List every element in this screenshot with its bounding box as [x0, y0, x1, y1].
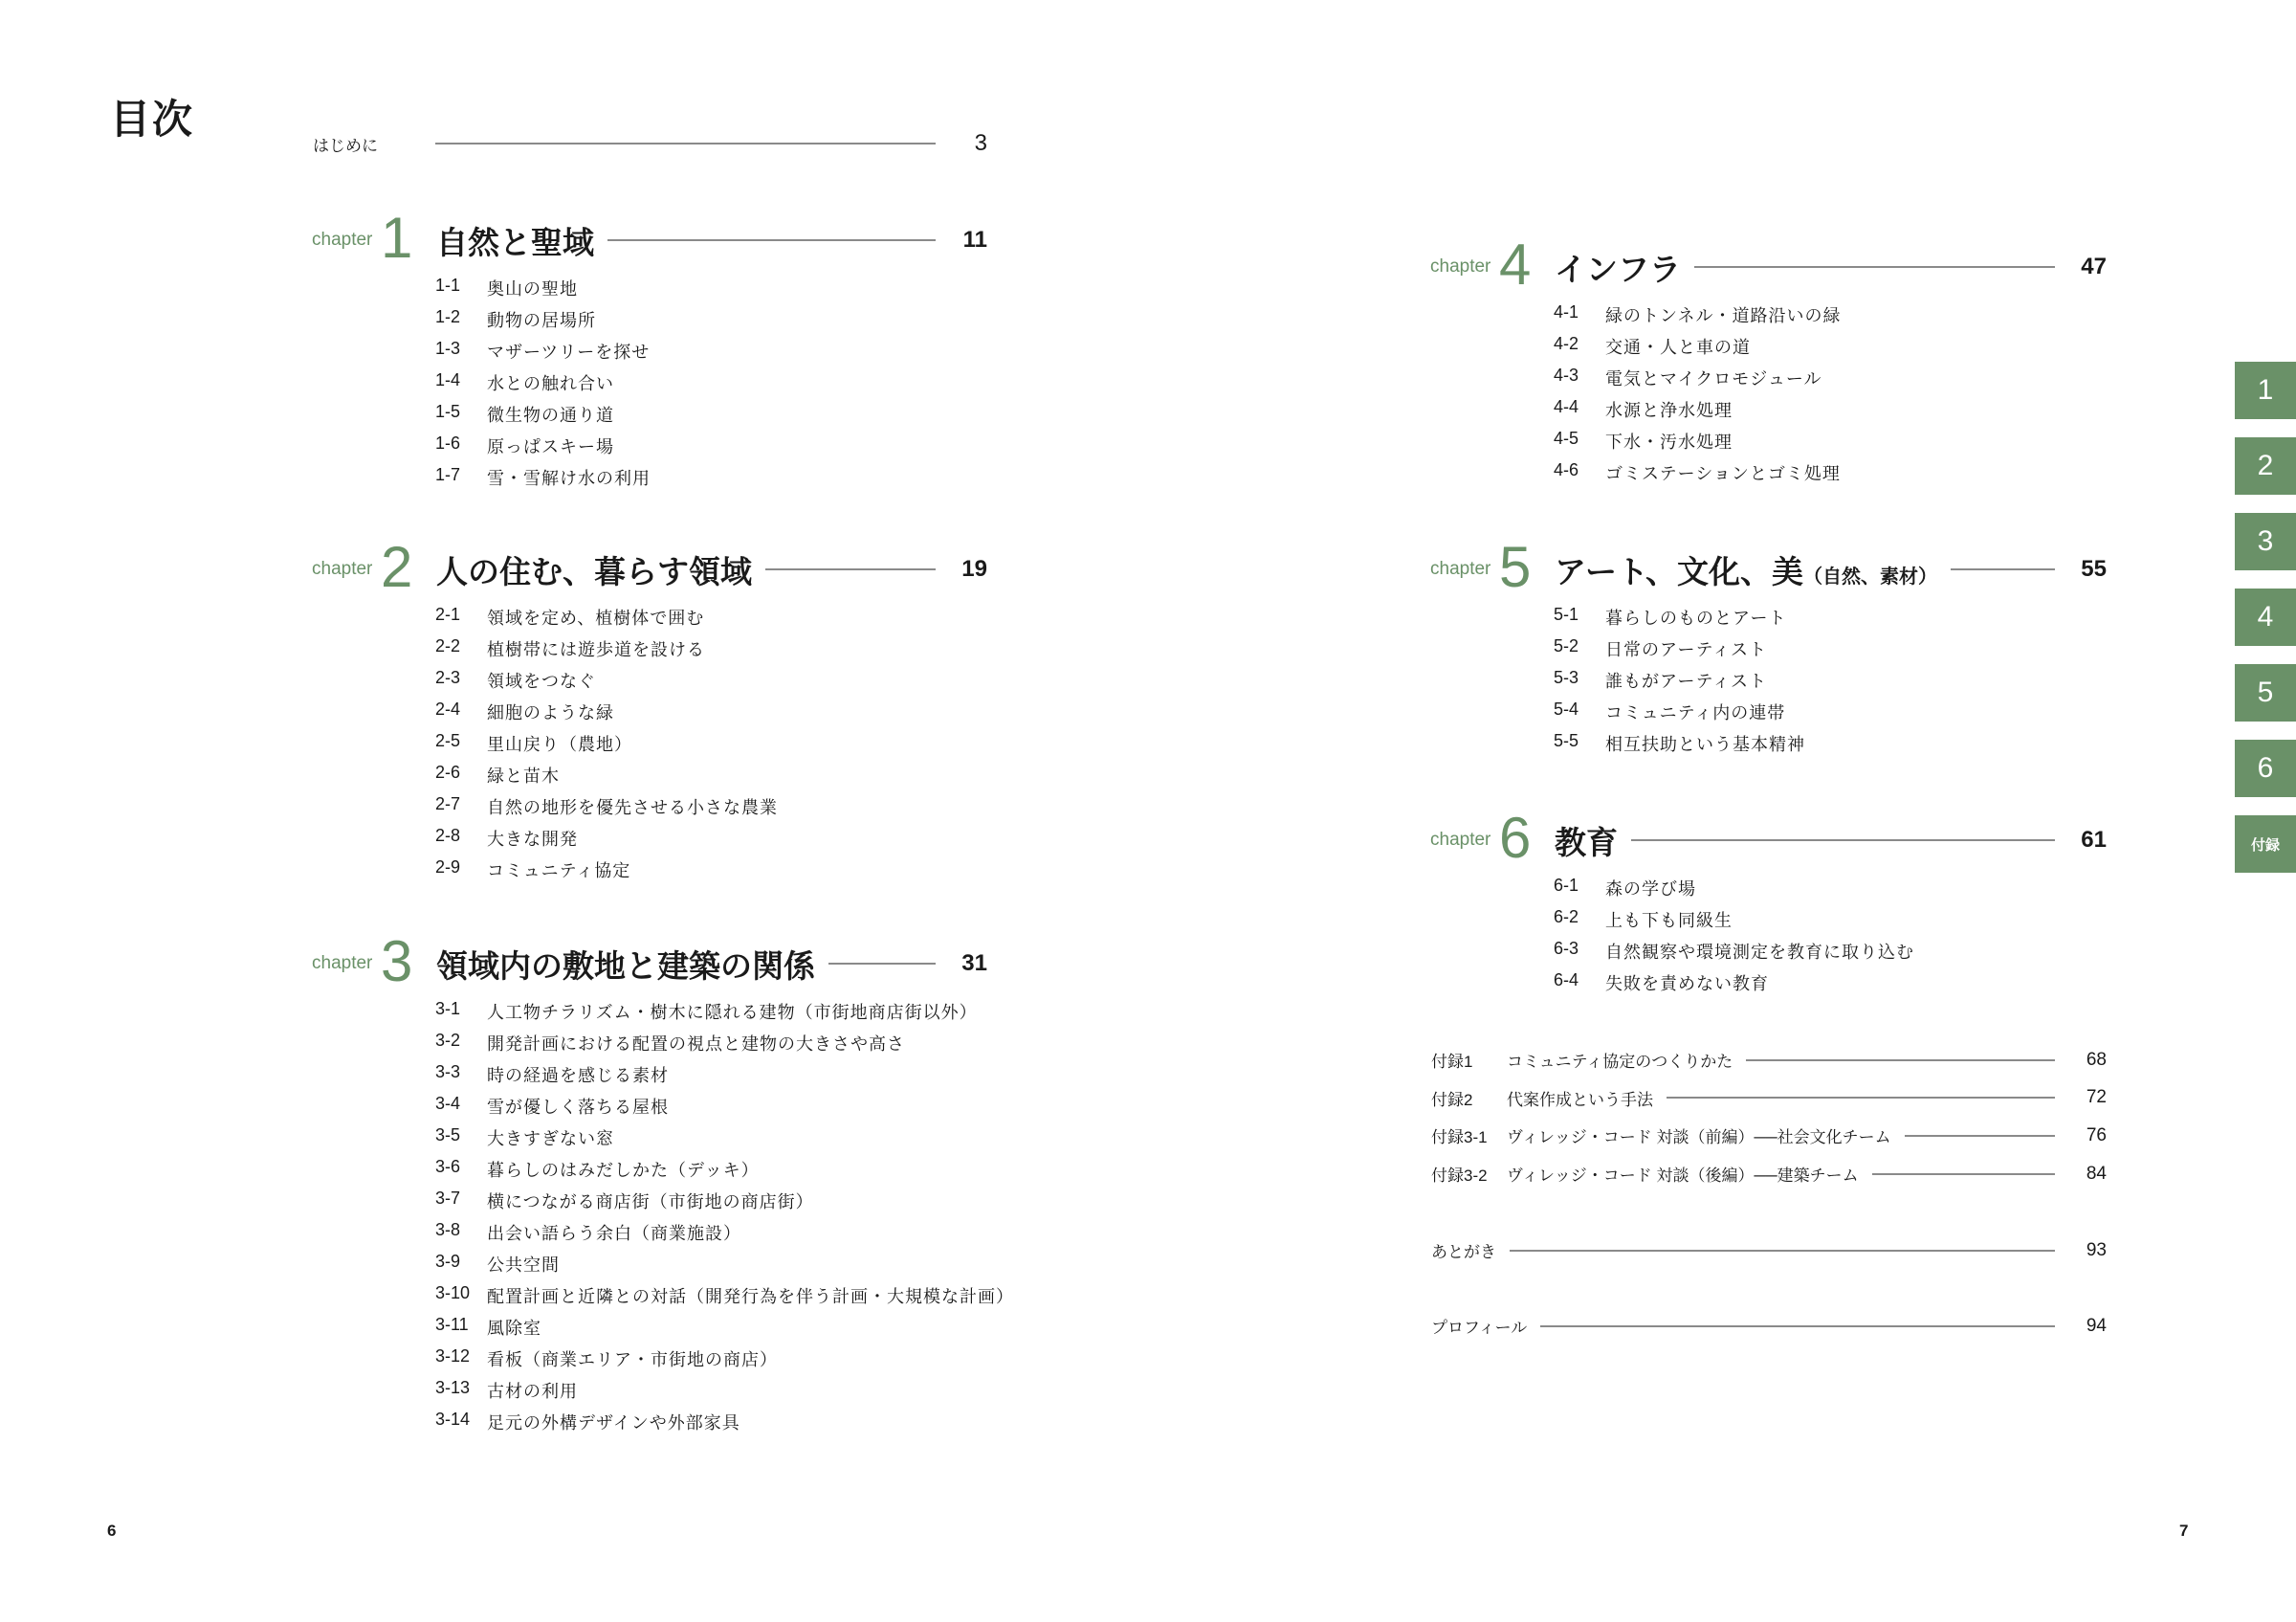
toc-item[interactable]: [1554, 605, 1786, 630]
item-title: 足元の外構デザインや外部家具: [487, 1413, 740, 1433]
chapter-tab-2[interactable]: 2: [2235, 437, 2296, 495]
item-number: 3-11: [435, 1315, 469, 1334]
chapter-heading-5[interactable]: [1430, 535, 2107, 599]
appendix-title: 代案作成という手法: [1507, 1090, 1653, 1109]
toc-item[interactable]: [435, 605, 704, 630]
item-title: 配置計画と近隣との対話（開発行為を伴う計画・大規模な計画）: [487, 1287, 1014, 1306]
toc-item[interactable]: [1554, 970, 1769, 995]
appendix-item[interactable]: [1431, 1162, 2107, 1186]
item-title: 緑と苗木: [487, 767, 560, 786]
item-number: 3-6: [435, 1157, 461, 1176]
toc-item[interactable]: [1554, 668, 1767, 693]
toc-item[interactable]: [435, 1315, 541, 1340]
chapter-page: 55: [2081, 556, 2107, 582]
appendix-page: 84: [2086, 1163, 2107, 1184]
toc-profile[interactable]: [1431, 1314, 2107, 1338]
item-number: 2-2: [435, 636, 461, 655]
chapter-heading-6[interactable]: [1430, 806, 2107, 870]
chapter-title-text: 人の住む、暮らす領域: [436, 553, 752, 589]
chapter-number: 6: [1499, 806, 1532, 870]
item-number: 2-8: [435, 826, 461, 845]
appendix-item[interactable]: [1431, 1123, 2107, 1147]
page-number-right: 7: [2179, 1522, 2189, 1540]
chapter-title-text: インフラ: [1555, 251, 1681, 287]
toc-item[interactable]: [1554, 460, 1841, 485]
toc-item[interactable]: [435, 763, 560, 788]
toc-title: 目次: [110, 97, 195, 142]
item-title: 失敗を責めない教育: [1605, 974, 1769, 993]
appendix-title: ヴィレッジ・コード 対談（前編）──社会文化チーム: [1507, 1128, 1891, 1147]
item-number: 3-10: [435, 1283, 471, 1302]
item-title: 暮らしのはみだしかた（デッキ）: [487, 1161, 760, 1180]
profile-page: 94: [2086, 1315, 2107, 1336]
leader-line: [1746, 1059, 2055, 1061]
chapter-number: 4: [1499, 233, 1532, 297]
toc-item[interactable]: [1554, 939, 1914, 964]
toc-item[interactable]: [435, 1410, 740, 1434]
intro-page: 3: [974, 130, 987, 156]
chapter-label: chapter: [1430, 830, 1491, 850]
toc-afterword[interactable]: [1431, 1238, 2107, 1262]
leader-line: [1872, 1173, 2055, 1175]
chapter-number: 2: [381, 535, 413, 599]
item-title: 大きすぎない窓: [487, 1129, 614, 1148]
item-title: 風除室: [487, 1319, 541, 1338]
toc-item[interactable]: [1554, 731, 1805, 756]
item-title: 出会い語らう余白（商業施設）: [487, 1224, 741, 1243]
chapter-title: [1555, 818, 1618, 863]
toc-item[interactable]: [435, 1031, 905, 1055]
toc-item[interactable]: [435, 1189, 814, 1213]
chapter-tab-1[interactable]: 1: [2235, 362, 2296, 419]
item-number: 4-4: [1554, 397, 1579, 416]
leader-line: [765, 568, 936, 570]
item-number: 1-5: [435, 402, 461, 421]
item-number: 4-3: [1554, 366, 1579, 385]
item-number: 6-1: [1554, 876, 1579, 895]
item-title: 雪が優しく落ちる屋根: [487, 1098, 669, 1117]
leader-line: [1905, 1135, 2055, 1137]
toc-item[interactable]: [435, 370, 614, 395]
item-title: 植樹帯には遊歩道を設ける: [487, 640, 705, 659]
chapter-label: chapter: [312, 559, 373, 579]
item-number: 1-6: [435, 433, 461, 453]
appendix-label: 付録1: [1431, 1053, 1473, 1071]
item-number: 3-8: [435, 1220, 461, 1239]
toc-item[interactable]: [435, 700, 614, 724]
toc-item[interactable]: [1554, 876, 1696, 900]
item-title: 緑のトンネル・道路沿いの緑: [1605, 306, 1842, 325]
chapter-number: 5: [1499, 535, 1532, 599]
item-title: マザーツリーを探せ: [487, 343, 651, 362]
leader-line: [1694, 266, 2055, 268]
leader-line: [1951, 568, 2055, 570]
item-title: 領域を定め、植樹体で囲む: [487, 609, 705, 628]
chapter-heading-2[interactable]: [312, 535, 987, 599]
toc-item[interactable]: [435, 1062, 669, 1087]
chapter-title: [436, 547, 752, 592]
item-number: 2-3: [435, 668, 461, 687]
toc-item[interactable]: [435, 1157, 760, 1182]
toc-item[interactable]: [1554, 302, 1841, 327]
item-title: 水との触れ合い: [487, 374, 614, 393]
chapter-page: 61: [2081, 827, 2107, 853]
toc-intro[interactable]: [313, 130, 987, 157]
item-title: 日常のアーティスト: [1605, 640, 1768, 659]
item-number: 2-4: [435, 700, 461, 719]
chapter-title-text: 自然と聖域: [436, 224, 594, 260]
leader-line: [1540, 1325, 2055, 1327]
toc-item[interactable]: [435, 731, 632, 756]
item-number: 4-5: [1554, 429, 1579, 448]
item-title: コミュニティ内の連帯: [1605, 703, 1786, 722]
chapter-page: 31: [961, 950, 987, 976]
chapter-title: [1555, 245, 1681, 290]
chapter-label: chapter: [312, 953, 373, 973]
page-number-left: 6: [107, 1522, 117, 1540]
toc-item[interactable]: [435, 636, 705, 661]
item-title: 雪・雪解け水の利用: [487, 469, 651, 488]
toc-item[interactable]: [435, 668, 596, 693]
chapter-subtitle: （自然、素材）: [1803, 566, 1938, 588]
item-title: 上も下も同級生: [1605, 911, 1733, 930]
item-title: 古材の利用: [487, 1382, 578, 1401]
item-number: 4-2: [1554, 334, 1579, 353]
item-title: 森の学び場: [1605, 879, 1696, 899]
item-number: 3-2: [435, 1031, 461, 1050]
chapter-number: 1: [381, 206, 413, 270]
item-title: 電気とマイクロモジュール: [1605, 369, 1822, 389]
item-title: コミュニティ協定: [487, 861, 631, 880]
toc-item[interactable]: [435, 999, 978, 1024]
item-number: 5-2: [1554, 636, 1579, 655]
toc-item[interactable]: [435, 857, 630, 882]
item-title: 交通・人と車の道: [1605, 338, 1751, 357]
item-number: 3-9: [435, 1252, 461, 1271]
toc-item[interactable]: [435, 1346, 778, 1371]
chapter-label: chapter: [312, 230, 373, 250]
toc-item[interactable]: [435, 307, 596, 332]
item-number: 5-4: [1554, 700, 1579, 719]
appendix-title: ヴィレッジ・コード 対談（後編）──建築チーム: [1507, 1167, 1859, 1186]
leader-line: [607, 239, 936, 241]
toc-item[interactable]: [435, 1125, 614, 1150]
item-number: 1-1: [435, 276, 461, 295]
item-title: 誰もがアーティスト: [1605, 672, 1768, 691]
item-number: 1-7: [435, 465, 461, 484]
item-number: 6-3: [1554, 939, 1579, 958]
item-title: 微生物の通り道: [487, 406, 614, 425]
chapter-page: 11: [962, 227, 987, 253]
item-number: 2-6: [435, 763, 461, 782]
item-number: 6-2: [1554, 907, 1579, 926]
chapter-title: [1555, 547, 1937, 592]
profile-label: プロフィール: [1431, 1319, 1528, 1337]
toc-item[interactable]: [435, 1220, 741, 1245]
toc-item[interactable]: [435, 433, 614, 458]
item-title: 動物の居場所: [487, 311, 596, 330]
item-title: 大きな開発: [487, 830, 578, 849]
item-number: 5-1: [1554, 605, 1579, 624]
chapter-title: [436, 942, 815, 987]
item-title: 下水・汚水処理: [1605, 433, 1733, 452]
toc-item[interactable]: [1554, 907, 1733, 932]
item-title: 時の経過を感じる素材: [487, 1066, 669, 1085]
item-title: 細胞のような緑: [487, 703, 614, 722]
toc-item[interactable]: [1554, 366, 1822, 390]
toc-item[interactable]: [435, 402, 614, 427]
item-title: 自然の地形を優先させる小さな農業: [487, 798, 778, 817]
appendix-page: 72: [2086, 1087, 2107, 1108]
toc-item[interactable]: [435, 1378, 578, 1403]
item-number: 2-5: [435, 731, 461, 750]
toc-item[interactable]: [435, 826, 578, 851]
toc-item[interactable]: [1554, 334, 1751, 359]
toc-item[interactable]: [435, 794, 778, 819]
afterword-page: 93: [2086, 1239, 2107, 1260]
item-number: 3-1: [435, 999, 461, 1018]
toc-item[interactable]: [435, 1252, 560, 1277]
item-number: 5-5: [1554, 731, 1579, 750]
chapter-heading-3[interactable]: [312, 929, 987, 993]
toc-item[interactable]: [435, 276, 578, 300]
toc-item[interactable]: [1554, 700, 1785, 724]
item-number: 4-6: [1554, 460, 1579, 479]
item-number: 6-4: [1554, 970, 1579, 989]
chapter-title-text: アート、文化、美: [1555, 553, 1804, 589]
item-title: 自然観察や環境測定を教育に取り込む: [1605, 943, 1914, 962]
item-number: 1-4: [435, 370, 461, 389]
item-number: 3-13: [435, 1378, 471, 1397]
item-title: 領域をつなぐ: [487, 672, 596, 691]
appendix-item[interactable]: [1431, 1048, 2107, 1072]
appendix-label: 付録3-2: [1431, 1167, 1488, 1186]
item-number: 2-1: [435, 605, 461, 624]
item-number: 3-5: [435, 1125, 461, 1144]
chapter-label: chapter: [1430, 559, 1491, 579]
item-title: 開発計画における配置の視点と建物の大きさや高さ: [487, 1034, 905, 1054]
item-number: 3-3: [435, 1062, 461, 1081]
chapter-title-text: 教育: [1555, 824, 1618, 860]
leader-line: [1667, 1097, 2055, 1099]
item-number: 3-4: [435, 1094, 461, 1113]
chapter-tab-3[interactable]: 3: [2235, 513, 2296, 570]
item-number: 4-1: [1554, 302, 1579, 322]
toc-item[interactable]: [435, 1283, 1014, 1308]
afterword-label: あとがき: [1431, 1243, 1496, 1261]
chapter-tab-4[interactable]: 4: [2235, 589, 2296, 646]
item-title: 横につながる商店街（市街地の商店街）: [487, 1192, 814, 1211]
chapter-heading-4[interactable]: [1430, 233, 2107, 297]
appendix-title: コミュニティ協定のつくりかた: [1507, 1053, 1733, 1071]
item-title: 暮らしのものとアート: [1605, 609, 1787, 628]
chapter-tab-5[interactable]: 5: [2235, 664, 2296, 722]
item-number: 1-3: [435, 339, 461, 358]
item-title: 相互扶助という基本精神: [1605, 735, 1805, 754]
item-number: 1-2: [435, 307, 461, 326]
chapter-tab-6[interactable]: 6: [2235, 740, 2296, 797]
item-number: 3-7: [435, 1189, 461, 1208]
chapter-tab-7[interactable]: 付録: [2235, 815, 2296, 873]
leader-line: [828, 963, 936, 965]
chapter-title: [436, 218, 594, 263]
leader-line: [1510, 1250, 2055, 1252]
toc-item[interactable]: [1554, 429, 1733, 454]
item-title: ゴミステーションとゴミ処理: [1605, 464, 1841, 483]
item-title: 奥山の聖地: [487, 279, 578, 299]
chapter-heading-1[interactable]: [312, 206, 987, 270]
toc-item[interactable]: [1554, 636, 1767, 661]
item-title: 原っぱスキー場: [487, 437, 614, 456]
appendix-page: 76: [2086, 1124, 2107, 1145]
appendix-page: 68: [2086, 1049, 2107, 1070]
item-number: 3-14: [435, 1410, 471, 1429]
item-title: 看板（商業エリア・市街地の商店）: [487, 1350, 778, 1369]
chapter-page: 47: [2081, 254, 2107, 279]
toc-item[interactable]: [1554, 397, 1733, 422]
leader-line: [435, 143, 936, 144]
item-number: 2-7: [435, 794, 461, 813]
appendix-item[interactable]: [1431, 1086, 2107, 1110]
item-title: 公共空間: [487, 1255, 560, 1275]
item-number: 3-12: [435, 1346, 471, 1366]
appendix-label: 付録3-1: [1431, 1128, 1488, 1147]
toc-item[interactable]: [435, 339, 650, 364]
chapter-number: 3: [381, 929, 413, 993]
chapter-label: chapter: [1430, 256, 1491, 277]
chapter-title-text: 領域内の敷地と建築の関係: [436, 947, 815, 984]
leader-line: [1631, 839, 2055, 841]
item-number: 2-9: [435, 857, 461, 877]
intro-label: はじめに: [313, 136, 378, 155]
item-title: 里山戻り（農地）: [487, 735, 632, 754]
item-title: 人工物チラリズム・樹木に隠れる建物（市街地商店街以外）: [487, 1003, 978, 1022]
item-title: 水源と浄水処理: [1605, 401, 1733, 420]
toc-item[interactable]: [435, 465, 651, 490]
toc-item[interactable]: [435, 1094, 669, 1119]
item-number: 5-3: [1554, 668, 1579, 687]
appendix-label: 付録2: [1431, 1090, 1473, 1109]
chapter-page: 19: [961, 556, 987, 582]
